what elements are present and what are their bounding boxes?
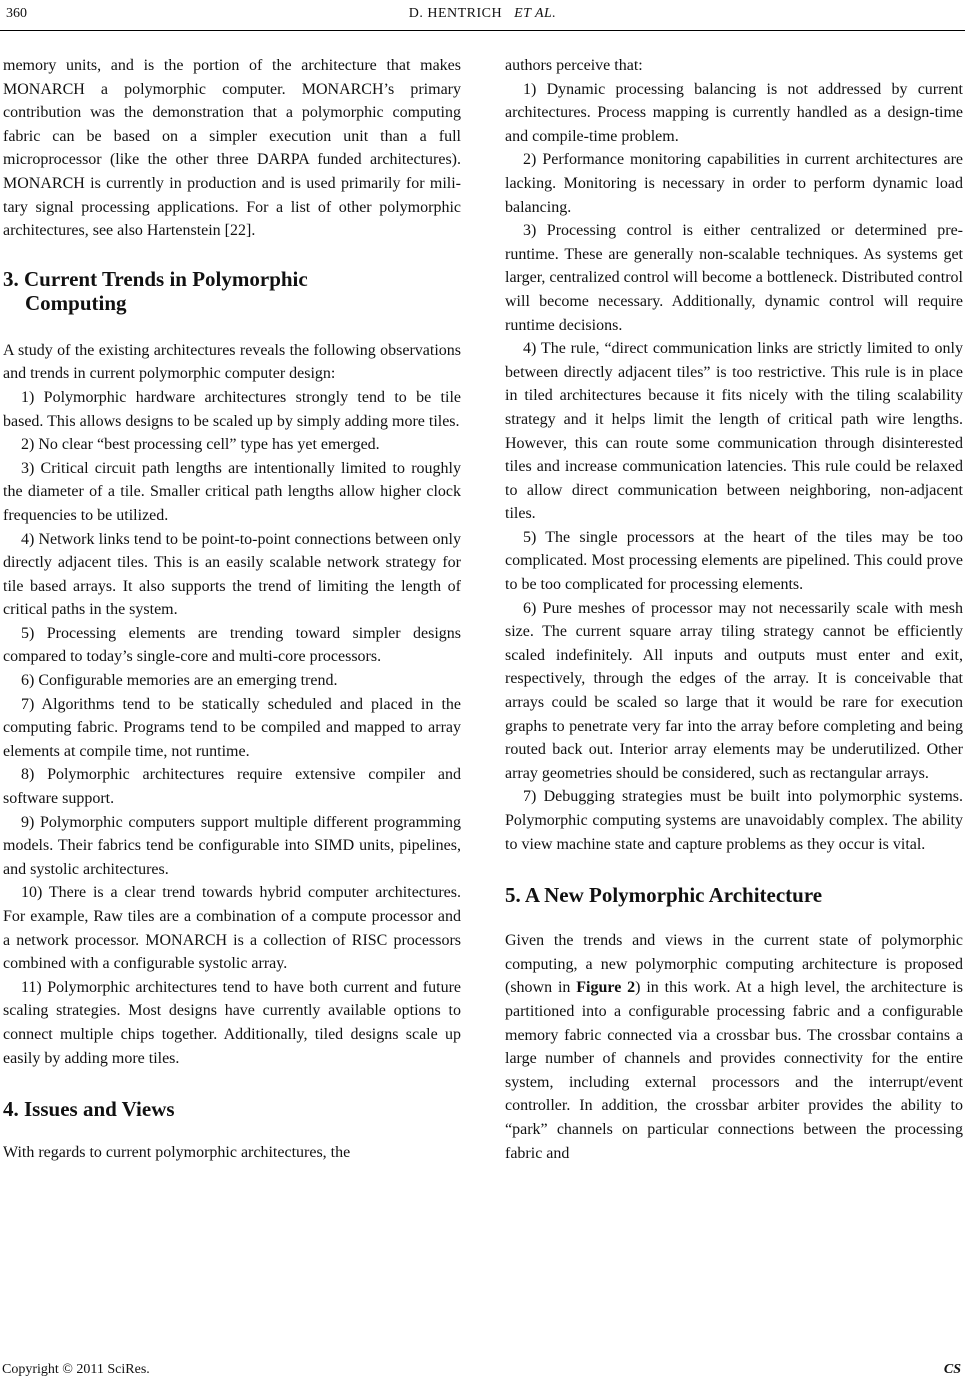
trend-item-11: 11) Polymorphic architectures tend to have both current and future scaling strategies. Most designs have currently available options to connect multiple chips together. Additionally, tiled designs scale up easily by adding more tiles.	[3, 978, 461, 1067]
figure-2-reference[interactable]: Figure 2	[576, 979, 636, 997]
section-5-heading: 5. A New Polymorphic Architecture	[505, 883, 823, 908]
trend-item-6: 6) Configurable memories are an emerging trend.	[21, 672, 338, 690]
header-rule	[0, 30, 965, 31]
issue-item-1: 1) Dynamic processing balancing is not addressed by current architectures. Process mapping is currently handled as a design-time and compile-time problem.	[505, 80, 963, 145]
trend-item-2: 2) No clear “best processing cell” type has yet emerged.	[21, 436, 380, 454]
copyright-notice: Copyright © 2011 SciRes.	[2, 1362, 150, 1377]
left-column	[3, 54, 461, 1165]
trend-item-7: 7) Algorithms tend to be statically scheduled and placed in the computing fabric. Programs tend to be compiled and mapped to array elements at compile time, not runtime.	[3, 695, 461, 760]
section-5-paragraph	[505, 929, 963, 1165]
running-head	[0, 6, 965, 22]
issue-item-4: 4) The rule, “direct communication links are strictly limited to only between directly adjacent tiles” is too restrictive. This rule is in place in tiled architectures because it fits nicely with the tiling scalability strategy and it helps limit the length of critical path wire lengths. However, this can route some communication through disinterested tiles and increase communication latencies. This rule could be relaxed to allow direct communication between neighboring, non-adjacent tiles.	[505, 340, 963, 523]
issue-item-3: 3) Processing control is either centralized or determined pre-runtime. These are generally non-scalable techniques. As systems get larger, centralized control will become a bottleneck. Distributed control will become necessary. Additionally, dynamic control will require runtime decisions.	[505, 222, 963, 334]
section-4-heading: 4. Issues and Views	[3, 1097, 175, 1122]
section-3-heading-line2: Computing	[25, 290, 127, 315]
section-4-intro: With regards to current polymorphic architectures, the	[3, 1144, 351, 1162]
journal-abbreviation: CS	[943, 1362, 961, 1377]
trend-item-1: 1) Polymorphic hardware architectures strongly tend to be tile based. This allows designs to be scaled up by simply adding more tiles.	[3, 388, 461, 430]
issue-item-2: 2) Performance monitoring capabilities in current architectures are lacking. Monitoring is necessary in order to perform dynamic load balancing.	[505, 151, 963, 216]
section-5-text-after: ) in this work. At a high level, the architecture is partitioned into a configurable processing fabric and a configurable memory fabric connected via a crossbar bus. The crossbar contains a large number of channels and provides connectivity for the entire system, including external processors and the interrupt/event controller. In addition, the crossbar arbiter provides the ability to “park” channels on particular connections between the processing fabric and	[505, 979, 964, 1162]
page-number: 360	[6, 6, 27, 21]
left-continued-paragraph: memory units, and is the portion of the architecture that makes MONARCH a polymorphic computer. MONARCH’s primary contribution was the demonstration that a polymorphic computing fabric can be based on a simpler execution unit than a full microprocessor (like the other three DARPA funded architectures). MONARCH is currently in production and is used primarily for military signal processing applications. For a list of other polymorphic architectures, see also Hartenstein [22].	[3, 57, 461, 240]
section-3-heading	[3, 267, 461, 315]
trend-item-8: 8) Polymorphic architectures require extensive compiler and software support.	[3, 766, 461, 808]
trend-item-10: 10) There is a clear trend towards hybrid computer architectures. For example, Raw tiles are a combination of a compute processor and a network processor. MONARCH is a collection of RISC processors combined with a configurable systolic array.	[3, 884, 461, 973]
right-continued-text: authors perceive that:	[505, 57, 643, 74]
issue-item-7: 7) Debugging strategies must be built into polymorphic systems. Polymorphic computing systems are unavoidably complex. The ability to view machine state and capture problems as they occur is vital.	[505, 788, 963, 853]
section-5-text-before: Given the trends and views in the current state of polymorphic computing, a new polymorphic computing architecture is proposed (shown in	[505, 932, 963, 997]
issue-item-6: 6) Pure meshes of processor may not necessarily scale with mesh size. The current square array tiling strategy cannot be efficiently scaled indefinitely. All inputs and outputs must enter and exit, respectively, through the edges of the array. It is conceivable that arrays could be scaled so large that it would be rare for execution graphs to penetrate very far into the array before completing and being routed back out. Interior array elements may be underutilized. Other array geometries should be considered, such as rectangular arrays.	[505, 599, 963, 782]
right-column	[505, 54, 963, 1165]
running-head-et-al: ET AL.	[514, 6, 557, 21]
section-3-heading-line1: 3. Current Trends in Polymorphic	[3, 266, 308, 291]
trend-item-9: 9) Polymorphic computers support multiple different programming models. Their fabrics tend be configurable into SIMD units, pipelines, and systolic architectures.	[3, 813, 461, 878]
running-head-authors: D. HENTRICH	[408, 6, 503, 21]
trend-item-5: 5) Processing elements are trending toward simpler designs compared to today’s single-core and multi-core processors.	[3, 624, 461, 666]
trend-item-3: 3) Critical circuit path lengths are intentionally limited to roughly the diameter of a tile. Smaller critical path lengths allow higher clock frequencies to be utilized.	[3, 459, 461, 524]
page-header	[0, 0, 965, 34]
section-3-intro: A study of the existing architectures reveals the following observations and trends in current polymorphic computer design:	[3, 341, 461, 383]
trend-item-4: 4) Network links tend to be point-to-point connections between only directly adjacent tiles. This is an easily scalable network strategy for tile based arrays. It also supports the trend of limiting the length of critical paths in the system.	[3, 530, 461, 619]
issue-item-5: 5) The single processors at the heart of the tiles may be too complicated. Most processing elements are pipelined. This could prove to be too complicated for processing elements.	[505, 528, 963, 594]
page-footer	[0, 1356, 965, 1386]
